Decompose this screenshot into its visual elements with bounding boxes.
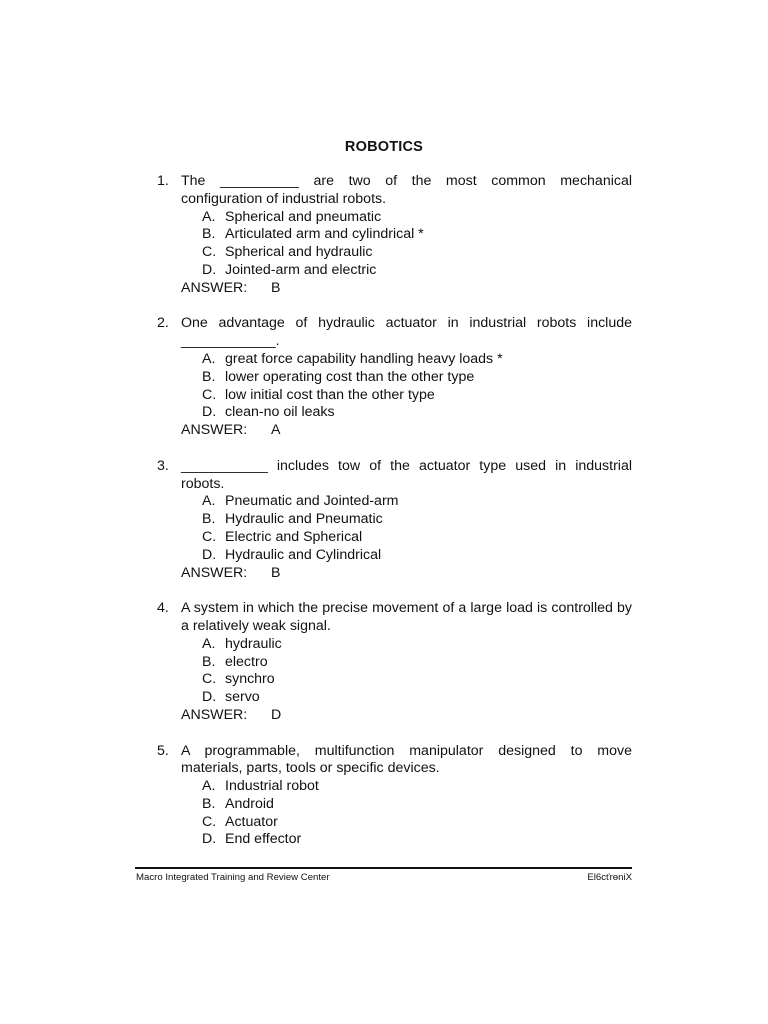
question-stem [157,600,632,636]
option-a [202,209,632,227]
option-d [202,404,632,422]
option-d [202,262,632,280]
question-number: 4. [157,600,169,617]
question-text: A programmable, multifunction manipulator designed to move materials, parts, tools or specific devices. [181,742,632,777]
option-letter: A. [202,778,216,795]
option-c [202,244,632,262]
answer-label: ANSWER: [181,564,248,581]
option-letter: A. [202,208,216,225]
option-letter: C. [202,244,217,261]
option-text: low initial cost than the other type [225,386,435,403]
option-text: Electric and Spherical [225,528,363,545]
option-letter: B. [202,368,216,385]
question-list [157,173,632,867]
option-b [202,226,632,244]
answer-label: ANSWER: [181,706,248,723]
option-letter: D. [202,261,217,278]
option-text: Spherical and pneumatic [225,208,382,225]
option-letter: D. [202,689,217,706]
option-b [202,654,632,672]
option-text: Hydraulic and Pneumatic [225,511,383,528]
option-b [202,369,632,387]
answer-line [181,422,632,440]
option-letter: A. [202,493,216,510]
option-text: servo [225,689,260,706]
option-letter: D. [202,546,217,563]
option-list [202,493,632,564]
option-c [202,814,632,832]
option-letter: C. [202,386,217,403]
option-text: electro [225,653,268,670]
option-b [202,796,632,814]
option-d [202,831,632,849]
option-letter: D. [202,404,217,421]
option-a [202,636,632,654]
option-letter: B. [202,653,216,670]
option-text: Pneumatic and Jointed-arm [225,493,399,510]
footer-organization: Macro Integrated Training and Review Center [136,872,330,883]
option-text: clean-no oil leaks [225,404,335,421]
option-text: Industrial robot [225,778,319,795]
option-list [202,636,632,707]
option-c [202,529,632,547]
answer-value: D [271,706,282,723]
option-letter: A. [202,350,216,367]
option-a [202,351,632,369]
option-text: great force capability handling heavy loads * [225,350,503,367]
option-list [202,778,632,849]
question-text: A system in which the precise movement of a large load is controlled by a relatively weak signal. [181,600,632,634]
question-stem [157,173,632,209]
question-stem [157,315,632,351]
option-list [202,209,632,280]
option-a [202,493,632,511]
answer-label: ANSWER: [181,422,248,439]
option-text: Spherical and hydraulic [225,244,373,261]
option-letter: B. [202,511,216,528]
question-3 [157,458,632,583]
answer-line [181,565,632,583]
option-letter: B. [202,795,216,812]
question-number: 5. [157,742,169,759]
option-letter: D. [202,831,217,848]
option-text: lower operating cost than the other type [225,368,475,385]
question-1 [157,173,632,298]
question-text: One advantage of hydraulic actuator in industrial robots include ____________. [181,315,632,350]
option-letter: C. [202,528,217,545]
option-d [202,689,632,707]
option-letter: A. [202,635,216,652]
option-b [202,511,632,529]
option-text: Jointed-arm and electric [225,261,377,278]
question-number: 1. [157,173,169,189]
question-number: 2. [157,315,169,332]
question-stem [157,458,632,494]
question-5 [157,743,632,850]
option-c [202,671,632,689]
option-text: synchro [225,671,275,688]
option-c [202,387,632,405]
option-text: Articulated arm and cylindrical * [225,226,424,243]
footer-brand: El6cťrөniX [587,872,632,883]
option-text: Android [225,795,274,812]
question-number: 3. [157,457,169,474]
option-letter: C. [202,671,217,688]
answer-value: B [271,279,281,296]
answer-line [181,707,632,725]
option-text: hydraulic [225,635,282,652]
question-2 [157,315,632,440]
page-title: ROBOTICS [344,139,424,155]
option-letter: B. [202,226,216,243]
option-d [202,547,632,565]
question-4 [157,600,632,725]
answer-value: B [271,564,281,581]
answer-label: ANSWER: [181,279,248,296]
footer-divider [135,867,632,869]
option-text: End effector [225,831,302,848]
option-list [202,351,632,422]
question-text: ___________ includes tow of the actuator type used in industrial robots. [181,457,632,492]
question-text: The __________ are two of the most common mechanical configuration of industrial robots. [181,173,632,207]
option-text: Actuator [225,813,278,830]
option-text: Hydraulic and Cylindrical [225,546,382,563]
option-letter: C. [202,813,217,830]
option-a [202,778,632,796]
answer-value: A [271,422,281,439]
answer-line [181,280,632,298]
question-stem [157,743,632,779]
